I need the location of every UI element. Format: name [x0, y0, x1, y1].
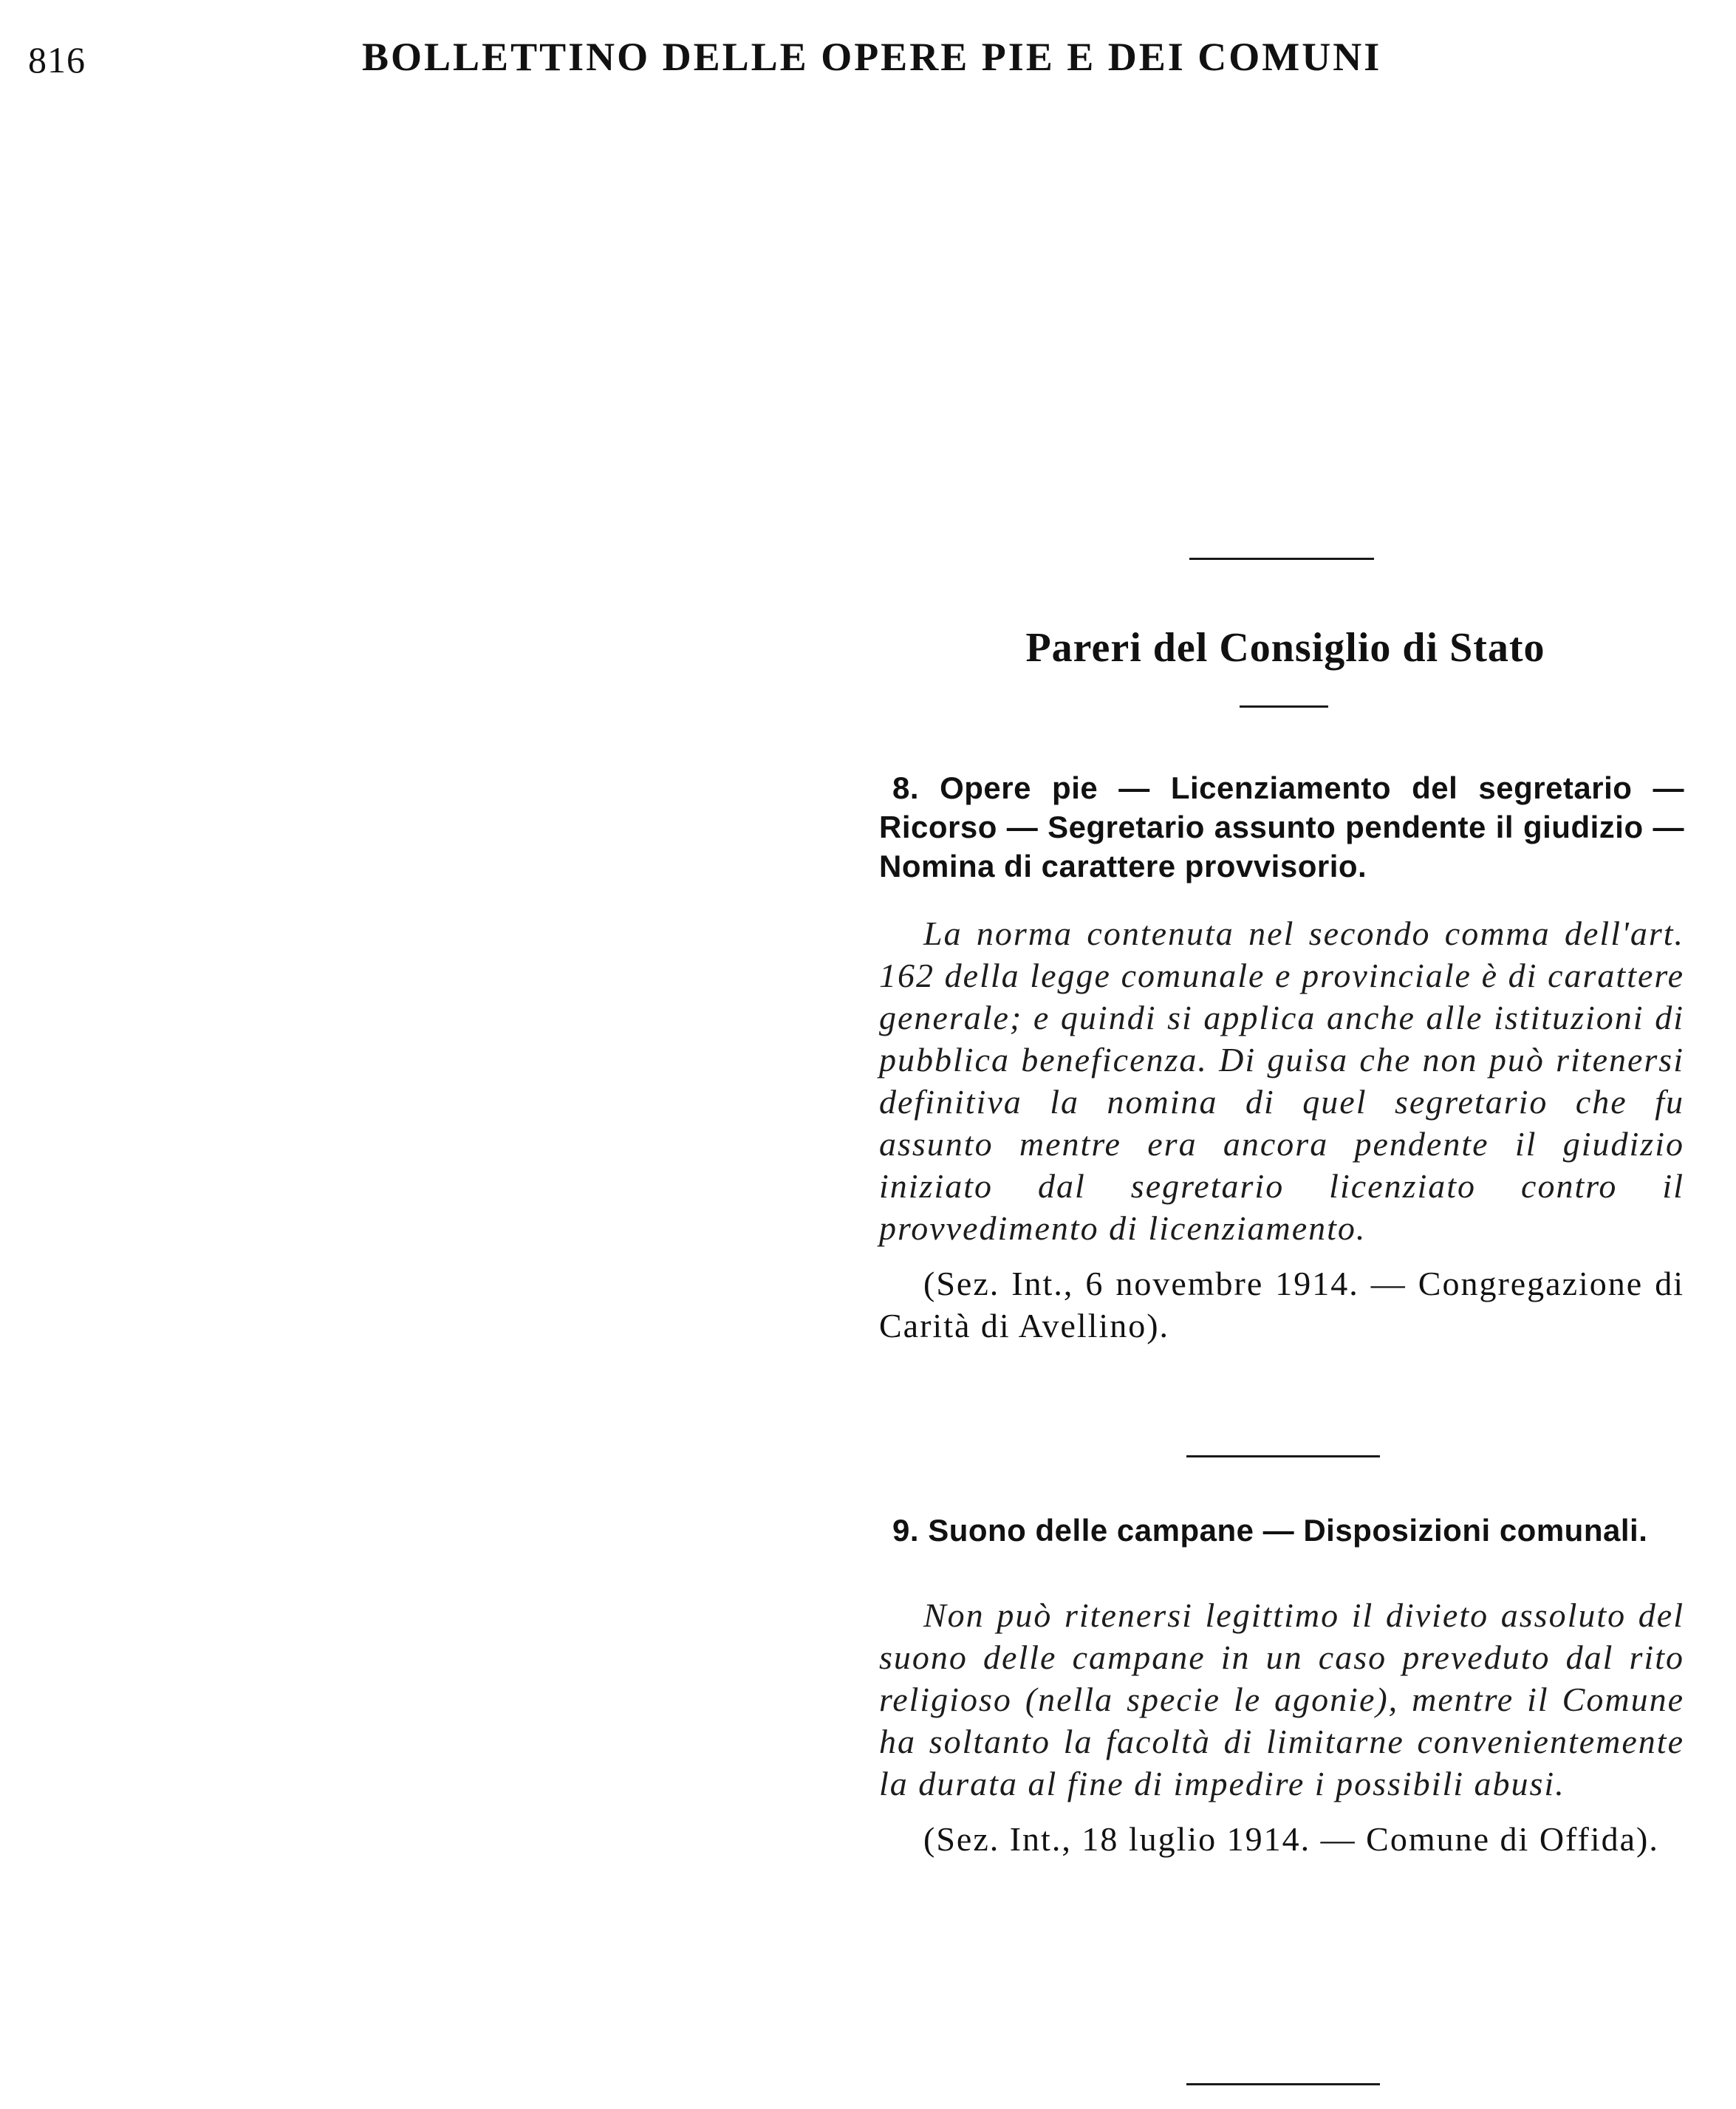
- entry-citation: (Sez. Int., 6 novembre 1914. — Congregazione di Carità di Avellino).: [879, 1265, 1684, 1344]
- entry-number: 8.: [892, 770, 920, 805]
- entry-heading: [879, 1511, 1684, 1550]
- entry-heading-text: Opere pie — Licenziamento del segretario — Ricorso — Segretario assunto pendente il giudizio — Nomina di carattere provvisorio.: [879, 770, 1685, 883]
- entry-citation: (Sez. Int., 18 luglio 1914. — Comune di Offida).: [923, 1820, 1659, 1858]
- entry-divider: [1186, 1455, 1380, 1457]
- entry-heading: [879, 768, 1684, 886]
- entry-maxim: Non può ritenersi legittimo il divieto assoluto del suono delle campane in un caso preveduto dal rito religioso (nella specie le agonie), mentre il Comune ha soltanto la facoltà di limitarne convenientemente la durata al fine di impedire i possibili abusi.: [879, 1596, 1684, 1802]
- opinion-entry: [879, 768, 1684, 1347]
- entry-heading-text: Suono delle campane — Disposizioni comunali.: [928, 1513, 1648, 1548]
- section-title: Pareri del Consiglio di Stato: [1025, 625, 1545, 671]
- entry-number: 9.: [892, 1513, 920, 1548]
- section-divider-top: [1189, 558, 1374, 560]
- opinion-entry: [879, 1511, 1684, 1860]
- entry-maxim: La norma contenuta nel secondo comma dell'art. 162 della legge comunale e provinciale è di carattere generale; e quindi si applica anche alle istituzioni di pubblica beneficenza. Di guisa che non può ritenersi definitiva la nomina di quel segretario che fu assunto mentre era ancora pendente il giudizio iniziato dal segretario licenziato contro il provvedimento di licenziamento.: [879, 915, 1684, 1247]
- title-underline: [1240, 705, 1328, 708]
- page-number: 816: [28, 39, 86, 81]
- section-divider-bottom: [1186, 2083, 1380, 2085]
- running-header: BOLLETTINO DELLE OPERE PIE E DEI COMUNI: [362, 35, 1382, 79]
